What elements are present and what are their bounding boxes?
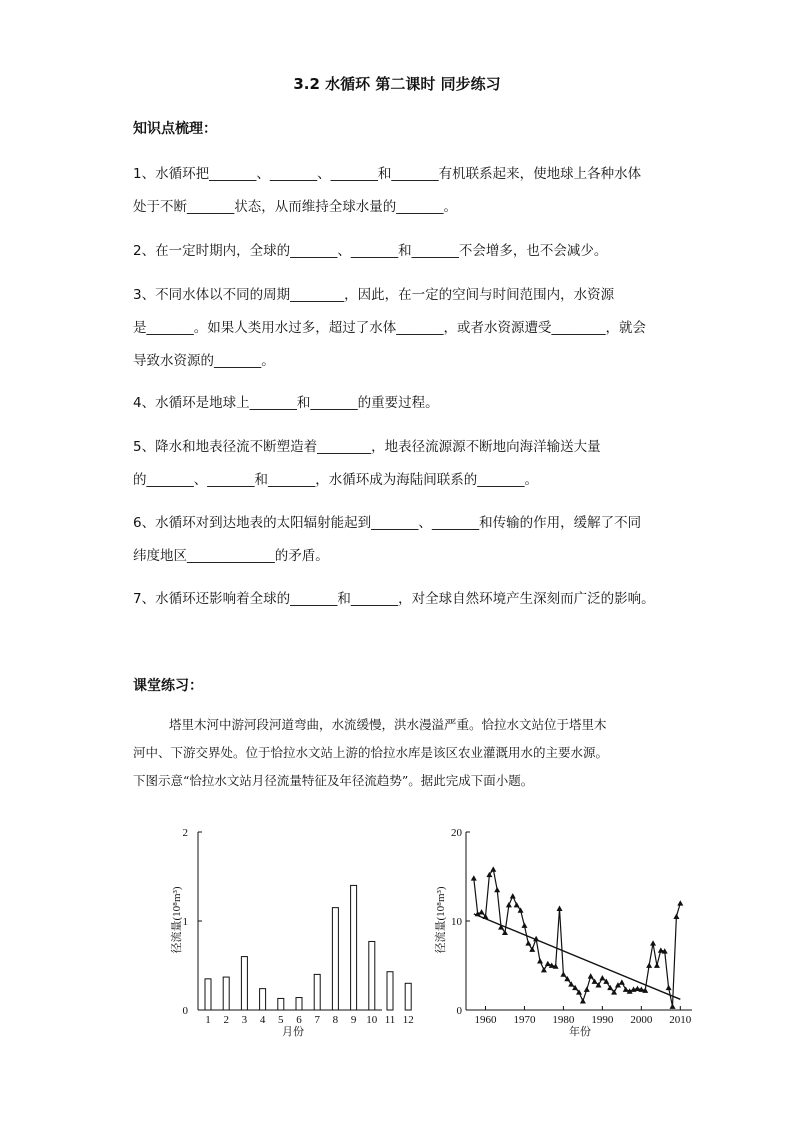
data-point-2007 [666, 985, 672, 990]
x-tick-label: 1980 [552, 1014, 575, 1026]
data-point-1966 [506, 902, 512, 907]
question-1-line-1: 1、水循环把_______、_______、_______和_______有机联系起来，使地球上各种水体 [133, 166, 642, 182]
data-point-1962 [490, 866, 496, 871]
data-point-1970 [521, 922, 527, 927]
data-point-1986 [584, 987, 590, 992]
passage-line-3: 下图示意“恰拉水文站月径流量特征及年径流趋势”。据此完成下面小题。 [133, 773, 534, 788]
bar-month-11 [387, 972, 393, 1010]
question-6 [133, 507, 673, 573]
x-tick-label: 10 [366, 1014, 378, 1026]
question-6-line-1: 6、水循环对到达地表的太阳辐射能起到_______、_______和传输的作用，缓解了不同 [133, 515, 642, 531]
x-tick-label: 2 [223, 1014, 229, 1026]
bar-month-7 [314, 974, 320, 1010]
x-tick-label: 3 [241, 1014, 248, 1026]
question-7: 7、水循环还影响着全球的_______和_______，对全球自然环境产生深刻而广泛的影响。 [133, 591, 655, 607]
x-tick-label: 2000 [630, 1014, 653, 1026]
data-point-2008 [670, 1003, 676, 1008]
question-3-line-2: 是_______。如果人类用水过多，超过了水体_______，或者水资源遭受________，就会 [133, 320, 646, 336]
question-1-line-2: 处于不断_______状态，从而维持全球水量的_______。 [133, 199, 457, 215]
data-point-1976 [545, 961, 551, 966]
data-point-1963 [494, 887, 500, 892]
question-5-line-1: 5、降水和地表径流不断塑造着________，地表径流源源不断地向海洋输送大量 [133, 439, 601, 455]
bar-month-1 [205, 979, 211, 1010]
question-5 [133, 431, 673, 497]
bar-month-6 [296, 998, 302, 1010]
question-4: 4、水循环是地球上_______和_______的重要过程。 [133, 395, 439, 411]
y-tick-label: 20 [451, 827, 462, 839]
data-point-2002 [646, 963, 652, 968]
trend-line [474, 914, 681, 999]
question-5-line-2: 的_______、_______和_______，水循环成为海陆间联系的_______。 [133, 472, 538, 488]
data-point-2004 [654, 963, 660, 968]
x-tick-label: 5 [278, 1014, 284, 1026]
data-point-2009 [673, 914, 679, 919]
data-point-1996 [623, 987, 629, 992]
data-point-1971 [525, 940, 531, 945]
passage-line-2: 河中、下游交界处。位于恰拉水文站上游的恰拉水库是该区农业灌溉用水的主要水源。 [133, 745, 609, 760]
section-heading-knowledge: 知识点梳理： [133, 121, 217, 137]
bar-month-3 [241, 957, 247, 1010]
section-heading-practice: 课堂练习： [133, 678, 203, 694]
y-axis-title: 径流量(10⁸m³) [435, 886, 447, 954]
data-point-1967 [510, 893, 516, 898]
bar-month-9 [351, 885, 357, 1010]
x-tick-label: 6 [296, 1014, 302, 1026]
data-point-1968 [514, 902, 520, 907]
x-tick-label: 11 [384, 1014, 396, 1026]
data-point-2003 [650, 940, 656, 945]
bar-month-4 [260, 989, 266, 1010]
y-tick-label: 2 [182, 827, 188, 839]
bar-month-12 [405, 983, 411, 1010]
data-point-2010 [677, 900, 683, 905]
bar-month-5 [278, 998, 284, 1010]
y-tick-label: 0 [456, 1005, 462, 1017]
y-tick-label: 0 [182, 1005, 188, 1017]
question-2: 2、在一定时期内，全球的_______、_______和_______不会增多，也不会减少。 [133, 243, 608, 259]
question-3-line-3: 导致水资源的_______。 [133, 353, 275, 369]
y-tick-label: 10 [451, 916, 462, 928]
bar-month-2 [223, 977, 229, 1010]
x-tick-label: 8 [332, 1014, 339, 1026]
data-point-1992 [607, 985, 613, 990]
question-1 [133, 158, 673, 224]
passage-line-1: 塔里木河中游河段河道弯曲，水流缓慢，洪水漫溢严重。恰拉水文站位于塔里木 [169, 717, 607, 732]
data-point-1987 [588, 973, 594, 978]
x-tick-label: 12 [402, 1014, 414, 1026]
data-point-1974 [537, 958, 543, 963]
question-3-line-1: 3、不同水体以不同的周期________，因此，在一定的空间与时间范围内，水资源 [133, 287, 615, 303]
data-point-1975 [541, 967, 547, 972]
data-point-1995 [619, 979, 625, 984]
x-tick-label: 1 [205, 1014, 211, 1026]
x-tick-label: 1970 [513, 1014, 536, 1026]
bar-month-8 [332, 908, 338, 1010]
x-tick-label: 9 [350, 1014, 357, 1026]
data-point-1979 [557, 906, 563, 911]
x-tick-label: 2010 [669, 1014, 692, 1026]
data-point-1985 [580, 998, 586, 1003]
x-tick-label: 7 [314, 1014, 320, 1026]
y-axis-title: 径流量(10⁸m³) [171, 886, 183, 954]
y-tick-label: 1 [182, 916, 188, 928]
monthly-runoff-bar-chart [170, 822, 414, 1042]
x-tick-label: 1990 [591, 1014, 614, 1026]
data-point-1957 [471, 875, 477, 880]
x-axis-title: 年份 [569, 1026, 591, 1038]
annual-runoff-line-chart [430, 822, 700, 1042]
passage [133, 711, 673, 795]
data-point-1980 [560, 971, 566, 976]
x-axis-title: 月份 [282, 1026, 304, 1038]
bar-month-10 [369, 941, 375, 1010]
x-tick-label: 1960 [474, 1014, 497, 1026]
x-tick-label: 4 [259, 1014, 266, 1026]
data-point-1959 [479, 909, 485, 914]
question-3 [133, 279, 673, 378]
data-point-1990 [599, 975, 605, 980]
page-title: 3.2 水循环 第二课时 同步练习 [293, 75, 501, 93]
question-6-line-2: 纬度地区_____________的矛盾。 [133, 548, 329, 564]
